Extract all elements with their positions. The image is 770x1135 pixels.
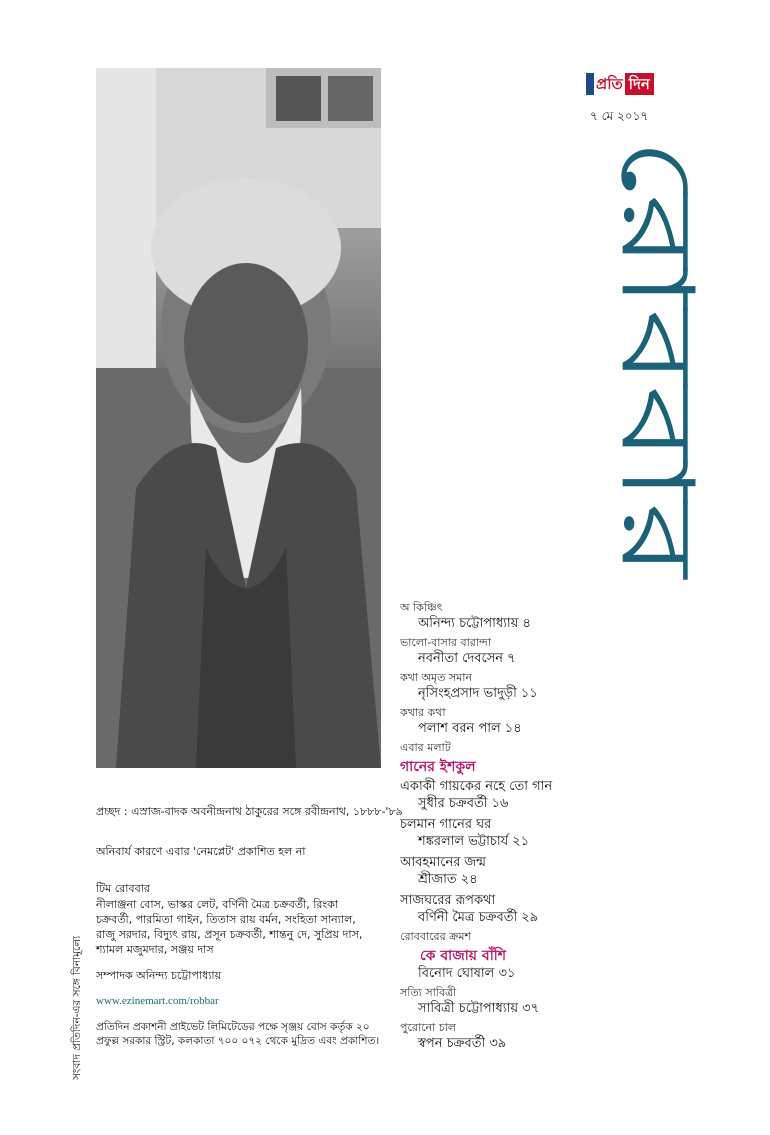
toc-author-item: বর্ণিনী মৈত্র চক্রবর্তী ২৯ bbox=[418, 910, 539, 925]
toc-title-item: একাকী গায়কের নহে তো গান bbox=[400, 779, 553, 794]
masthead-text: রোববার bbox=[598, 138, 716, 458]
toc-section-item: পুরোনো চাল bbox=[400, 1021, 457, 1034]
toc-section-item: অ কিঞ্চিৎ bbox=[400, 601, 443, 614]
toc-title-item: চলমান গানের ঘর bbox=[400, 817, 492, 832]
toc-section-item: সত্যি সাবিত্রী bbox=[400, 986, 457, 999]
logo-mark-icon bbox=[586, 73, 594, 95]
toc-highlight-item: গানের ইশকুল bbox=[400, 759, 476, 775]
table-of-contents bbox=[400, 598, 760, 1056]
toc-author-item: সুধীর চক্রবর্তী ১৬ bbox=[418, 796, 509, 811]
toc-section-item: ভালো-বাসার বারান্দা bbox=[400, 636, 492, 649]
toc-author-item: নৃসিংহপ্রসাদ ভাদুড়ী ১১ bbox=[418, 686, 538, 701]
toc-author-item: নবনীতা দেবসেন ৭ bbox=[418, 651, 516, 666]
masthead-title bbox=[570, 138, 716, 588]
cover-photo bbox=[96, 68, 381, 768]
team-names: নীলাঞ্জনা বোস, ভাস্কর লেট, বর্ণিনী মৈত্র চক্রবর্তী, রিংকা চক্রবর্তী, পারমিতা গাইন, তিতাস রায় বর্মন, সংহিতা সান্যাল, রাজু সরদার, বিদ্যুৎ রায়, প্রসূন চক্রবর্তী, শান্তনু দে, সুপ্রিয় দাস, শ্যামল মজুমদার, সঞ্জয় দাস bbox=[96, 898, 363, 956]
editor-credit: সম্পাদক অনিন্দ্য চট্টোপাধ্যায় bbox=[96, 969, 222, 982]
toc-section-item: কথা অমৃত সমান bbox=[400, 671, 473, 684]
portrait-image bbox=[96, 68, 381, 768]
toc-author-item: শ্রীজাত ২৪ bbox=[418, 872, 478, 887]
website-link[interactable]: www.ezinemart.com/robbar bbox=[96, 995, 219, 1007]
toc-section-item: কথার কথা bbox=[400, 706, 446, 719]
cover-caption: প্রচ্ছদ : এস্রাজ-বাদক অবনীন্দ্রনাথ ঠাকুরের সঙ্গে রবীন্দ্রনাথ, ১৮৮৮-'৮৯ bbox=[96, 805, 403, 818]
toc-author-item: স্বপন চক্রবর্তী ৩৯ bbox=[418, 1036, 507, 1051]
toc-author-item: শঙ্করলাল ভট্টাচার্য ২১ bbox=[418, 834, 530, 849]
toc-author-item: অনিন্দ্য চট্টোপাধ্যায় ৪ bbox=[418, 616, 531, 631]
publisher-note: প্রতিদিন প্রকাশনী প্রাইভেট লিমিটেডের পক্ষে সৃঞ্জয় বোস কর্তৃক ২০ প্রফুল্ল সরকার স্ট্রিট, কলকাতা ৭০০ ০৭২ থেকে মুদ্রিত এবং প্রকাশিত। bbox=[96, 1021, 380, 1047]
toc-section-item: এবার মলাট bbox=[400, 741, 451, 754]
brand-logo bbox=[586, 73, 654, 95]
logo-suffix: দিন bbox=[625, 73, 654, 95]
issue-date: ৭ মে ২০১৭ bbox=[590, 109, 649, 123]
toc-author-item: বিনোদ ঘোষাল ৩১ bbox=[418, 966, 516, 981]
team-label: টিম রোববার bbox=[96, 882, 150, 895]
toc-section-item: রোববারের ক্রমশ bbox=[400, 930, 471, 943]
toc-author-item: সাবিত্রী চট্টোপাধ্যায় ৩৭ bbox=[418, 1001, 540, 1016]
notice-text: অনিবার্য কারণে এবার 'নেমপ্লেট' প্রকাশিত হল না bbox=[96, 845, 306, 858]
toc-title-item: সাজঘরের রূপকথা bbox=[400, 893, 496, 908]
vertical-note: সংবাদ প্রতিদিন-এর সঙ্গে বিনামূল্যে bbox=[71, 935, 83, 1080]
logo-prefix: প্রতি bbox=[596, 75, 623, 93]
toc-highlight-indent-item: কে বাজায় বাঁশি bbox=[420, 948, 507, 964]
toc-title-item: আবহমানের জন্ম bbox=[400, 855, 486, 870]
toc-author-item: পলাশ বরন পাল ১৪ bbox=[418, 721, 522, 736]
